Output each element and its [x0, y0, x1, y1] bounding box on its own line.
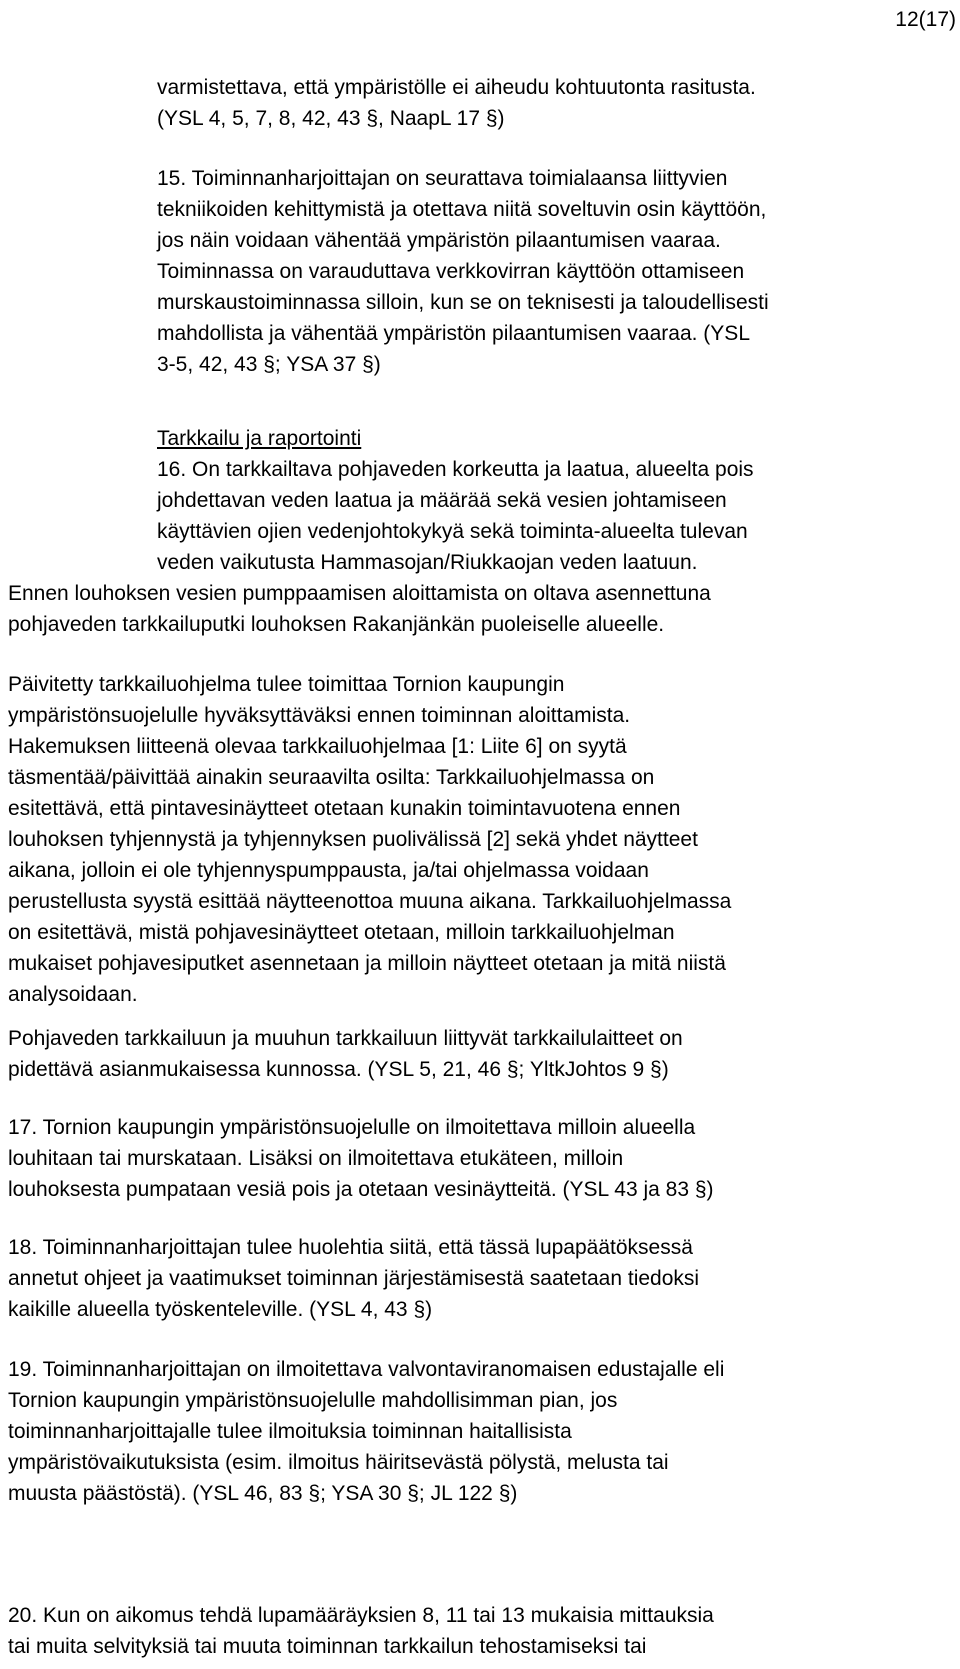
text-line: on esitettävä, mistä pohjavesinäytteet otetaan, milloin tarkkailuohjelman: [8, 921, 675, 944]
paragraph-16: [157, 454, 754, 578]
text-line: Tornion kaupungin ympäristönsuojelulle mahdollisimman pian, jos: [8, 1389, 618, 1412]
paragraph-intro: [157, 72, 756, 134]
section-heading-block: [157, 423, 361, 454]
paragraph-18: [8, 1232, 699, 1325]
text-line: johdettavan veden laatua ja määrää sekä vesien johtamiseen: [157, 489, 727, 512]
text-line: Ennen louhoksen vesien pumppaamisen aloittamista on oltava asennettuna: [8, 582, 711, 605]
text-line: (YSL 4, 5, 7, 8, 42, 43 §, NaapL 17 §): [157, 107, 505, 130]
text-line: ympäristönsuojelulle hyväksyttäväksi ennen toiminnan aloittamista.: [8, 704, 631, 727]
text-line: tekniikoiden kehittymistä ja otettava niitä soveltuvin osin käyttöön,: [157, 198, 767, 221]
text-line: 18. Toiminnanharjoittajan tulee huolehtia siitä, että tässä lupapäätöksessä: [8, 1236, 693, 1259]
text-line: perustellusta syystä esittää näytteenottoa muuna aikana. Tarkkailuohjelmassa: [8, 890, 732, 913]
text-line: varmistettava, että ympäristölle ei aiheudu kohtuutonta rasitusta.: [157, 76, 756, 99]
text-line: kaikille alueella työskenteleville. (YSL 4, 43 §): [8, 1298, 433, 1321]
text-line: pohjaveden tarkkailuputki louhoksen Rakanjänkän puoleiselle alueelle.: [8, 613, 665, 636]
text-line: louhoksesta pumpataan vesiä pois ja otetaan vesinäytteitä. (YSL 43 ja 83 §): [8, 1178, 714, 1201]
text-line: käyttävien ojien vedenjohtokykyä sekä toiminta-alueelta tulevan: [157, 520, 748, 543]
paragraph-monitoring-program: [8, 669, 731, 1010]
text-line: Toiminnassa on varauduttava verkkovirran käyttöön ottamiseen: [157, 260, 745, 283]
text-line: aikana, jolloin ei ole tyhjennyspumppausta, ja/tai ohjelmassa voidaan: [8, 859, 649, 882]
text-line: jos näin voidaan vähentää ympäristön pilaantumisen vaaraa.: [157, 229, 721, 252]
page-number: 12(17): [895, 8, 956, 31]
text-line: mahdollista ja vähentää ympäristön pilaantumisen vaaraa. (YSL: [157, 322, 750, 345]
text-line: 17. Tornion kaupungin ympäristönsuojelulle on ilmoitettava milloin alueella: [8, 1116, 696, 1139]
text-line: 15. Toiminnanharjoittajan on seurattava toimialaansa liittyvien: [157, 167, 728, 190]
text-line: Päivitetty tarkkailuohjelma tulee toimittaa Tornion kaupungin: [8, 673, 565, 696]
text-line: täsmentää/päivittää ainakin seuraavilta osilta: Tarkkailuohjelmassa on: [8, 766, 655, 789]
text-line: Hakemuksen liitteenä olevaa tarkkailuohjelmaa [1: Liite 6] on syytä: [8, 735, 627, 758]
paragraph-19: [8, 1354, 724, 1509]
text-line: analysoidaan.: [8, 983, 138, 1006]
paragraph-20: [8, 1600, 714, 1662]
text-line: Pohjaveden tarkkailuun ja muuhun tarkkailuun liittyvät tarkkailulaitteet on: [8, 1027, 683, 1050]
text-line: louhitaan tai murskataan. Lisäksi on ilmoitettava etukäteen, milloin: [8, 1147, 624, 1170]
text-line: annetut ohjeet ja vaatimukset toiminnan järjestämisestä saatetaan tiedoksi: [8, 1267, 700, 1290]
paragraph-16-continued: [8, 578, 711, 640]
section-heading: Tarkkailu ja raportointi: [157, 427, 362, 450]
paragraph-equipment: [8, 1023, 683, 1085]
text-line: murskaustoiminnassa silloin, kun se on teknisesti ja taloudellisesti: [157, 291, 769, 314]
text-line: esitettävä, että pintavesinäytteet otetaan kunakin toimintavuotena ennen: [8, 797, 681, 820]
paragraph-17: [8, 1112, 714, 1205]
text-line: louhoksen tyhjennystä ja tyhjennyksen puolivälissä [2] sekä yhdet näytteet: [8, 828, 698, 851]
text-line: 16. On tarkkailtava pohjaveden korkeutta ja laatua, alueelta pois: [157, 458, 754, 481]
text-line: tai muita selvityksiä tai muuta toiminnan tarkkailun tehostamiseksi tai: [8, 1635, 647, 1658]
paragraph-15: [157, 163, 769, 380]
text-line: veden vaikutusta Hammasojan/Riukkaojan veden laatuun.: [157, 551, 698, 574]
text-line: ympäristövaikutuksista (esim. ilmoitus häiritsevästä pölystä, melusta tai: [8, 1451, 669, 1474]
text-line: 19. Toiminnanharjoittajan on ilmoitettava valvontaviranomaisen edustajalle eli: [8, 1358, 725, 1381]
text-line: muusta päästöstä). (YSL 46, 83 §; YSA 30 §; JL 122 §): [8, 1482, 518, 1505]
text-line: toiminnanharjoittajalle tulee ilmoituksia toiminnan haitallisista: [8, 1420, 572, 1443]
text-line: mukaiset pohjavesiputket asennetaan ja milloin näytteet otetaan ja mitä niistä: [8, 952, 726, 975]
text-line: pidettävä asianmukaisessa kunnossa. (YSL 5, 21, 46 §; YltkJohtos 9 §): [8, 1058, 669, 1081]
text-line: 3-5, 42, 43 §; YSA 37 §): [157, 353, 381, 376]
text-line: 20. Kun on aikomus tehdä lupamääräyksien 8, 11 tai 13 mukaisia mittauksia: [8, 1604, 714, 1627]
